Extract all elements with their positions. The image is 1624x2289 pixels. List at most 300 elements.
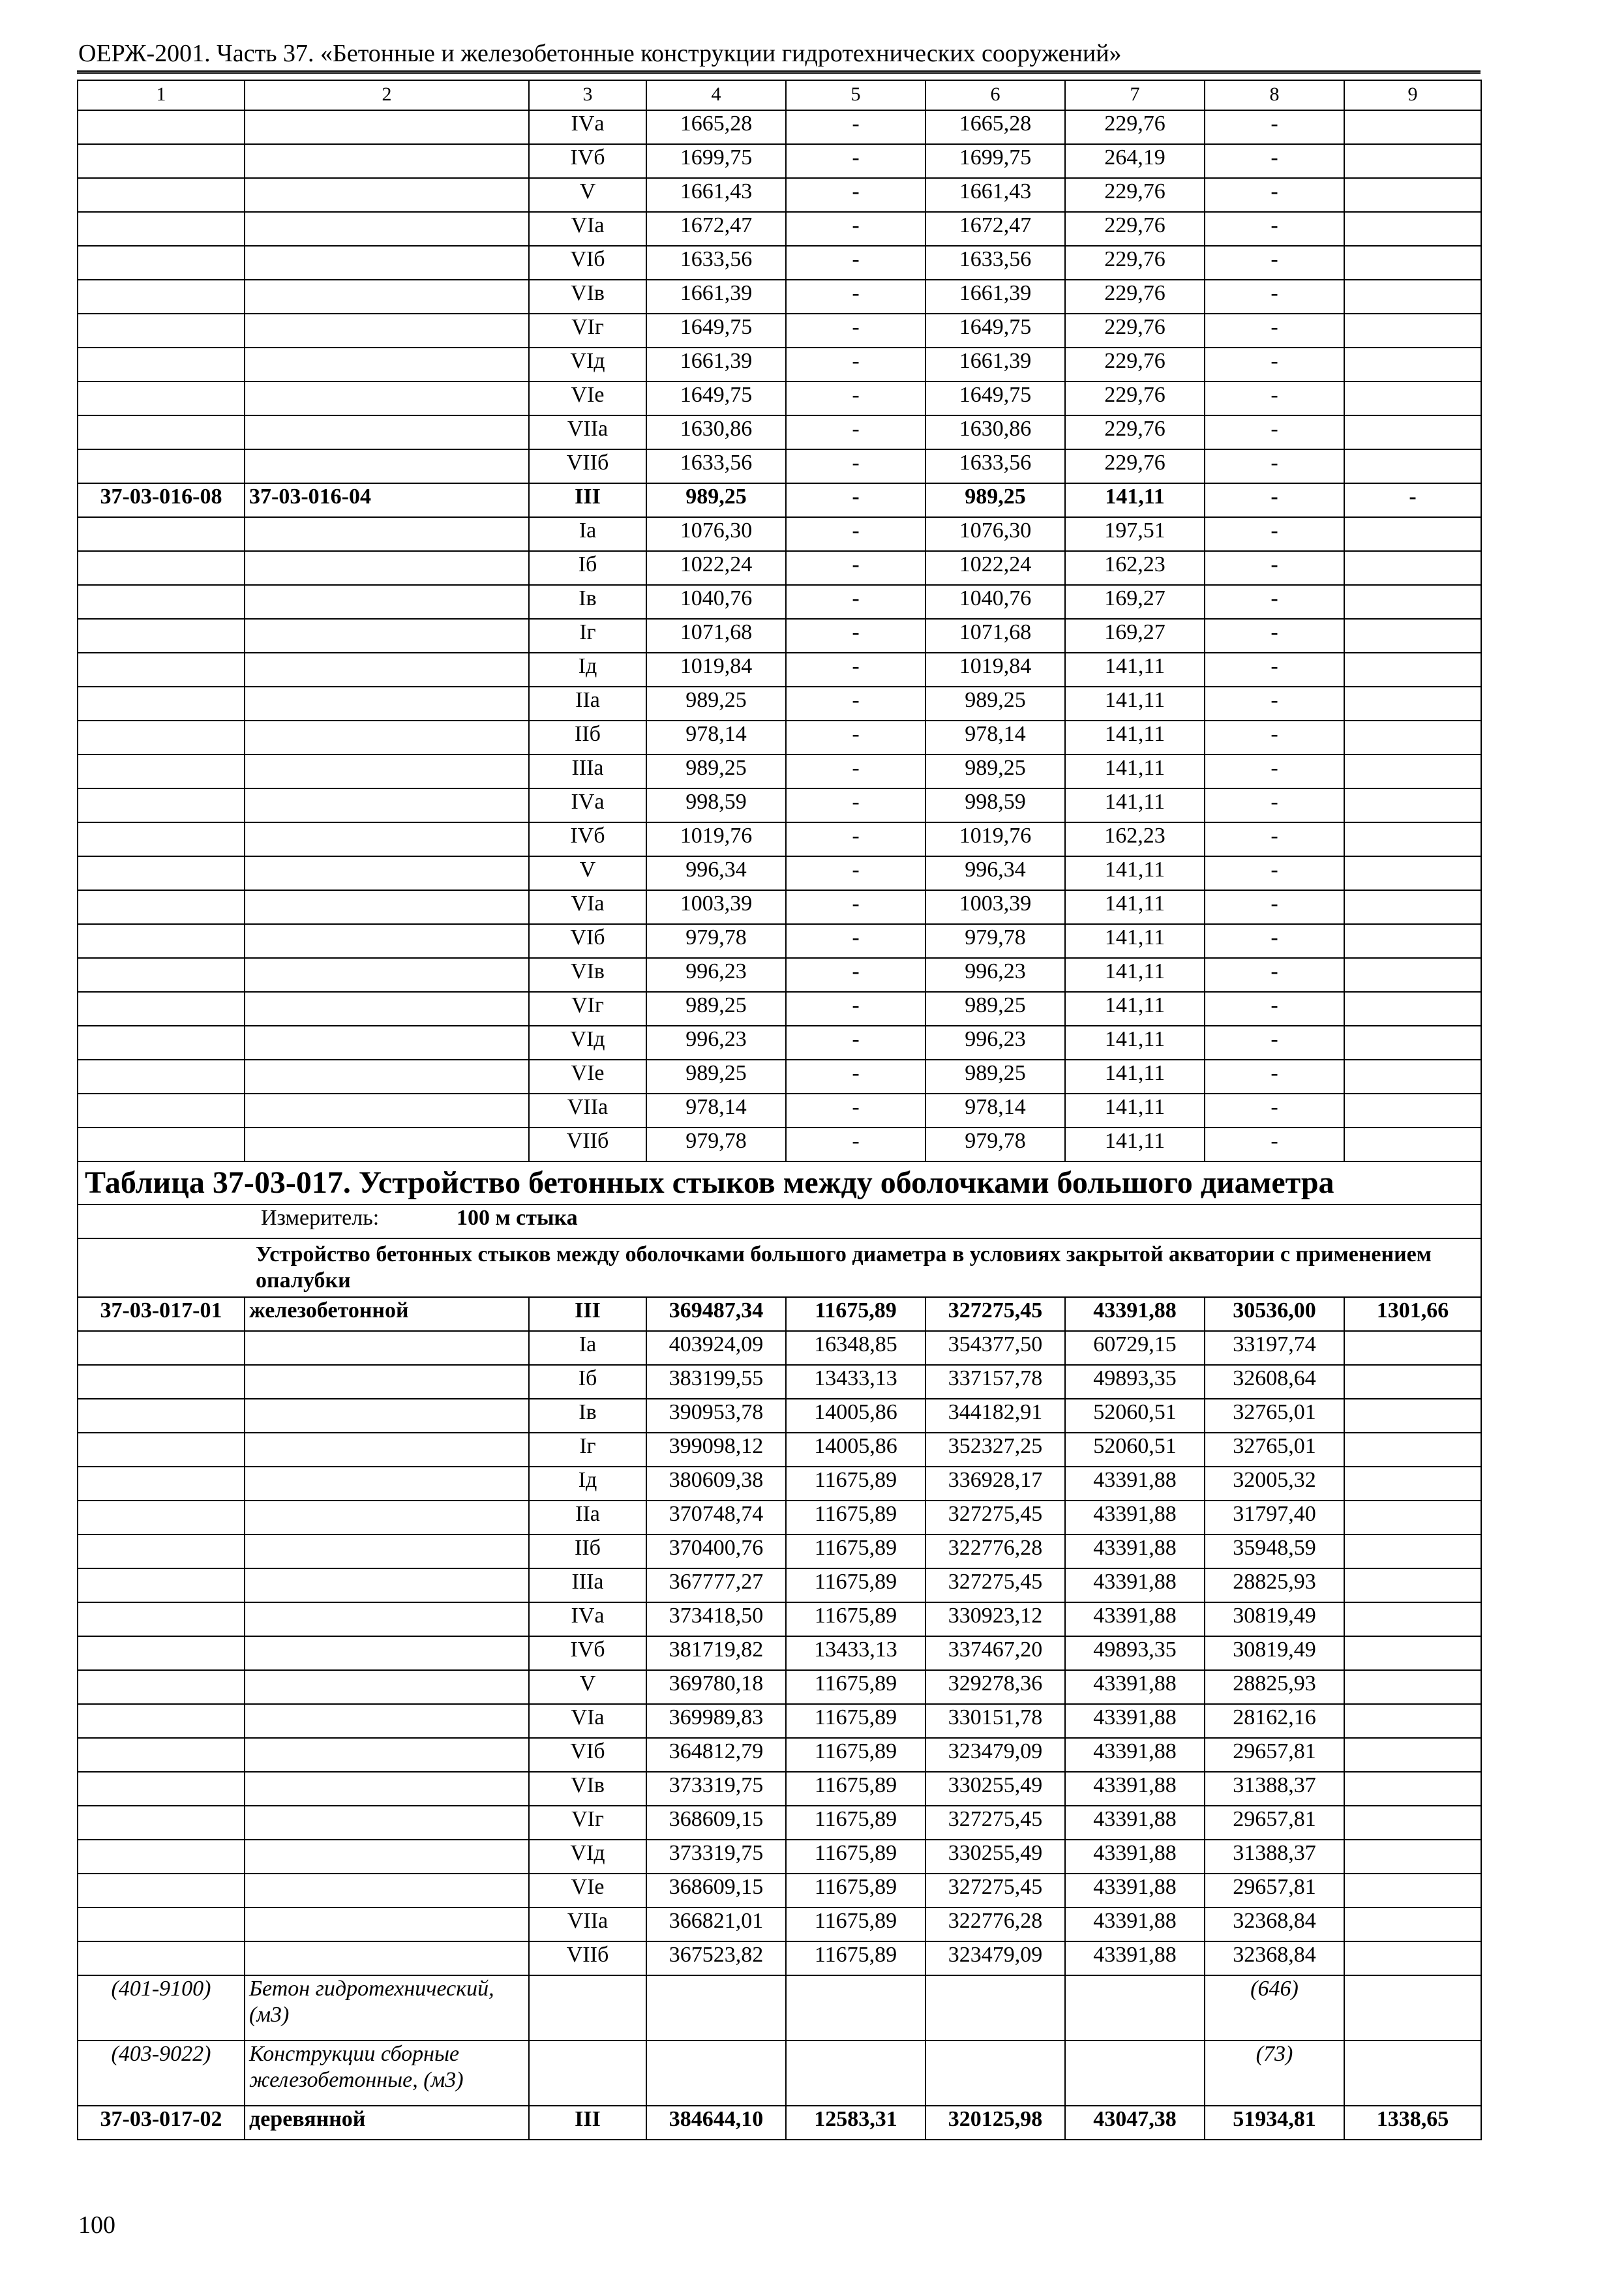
value-cell: 43391,88 xyxy=(1065,1568,1205,1602)
value-cell: 29657,81 xyxy=(1205,1738,1344,1772)
value-cell: 320125,98 xyxy=(925,2106,1065,2140)
value-cell: IIа xyxy=(529,687,646,721)
table-row xyxy=(78,314,1481,348)
value-cell: 979,78 xyxy=(925,1128,1065,1161)
table-row xyxy=(78,924,1481,958)
value-cell: 996,34 xyxy=(646,856,786,890)
value-cell: - xyxy=(786,246,925,280)
value-cell xyxy=(1344,1501,1481,1534)
value-cell: IVб xyxy=(529,144,646,178)
code-cell xyxy=(78,1399,245,1433)
value-cell: - xyxy=(786,348,925,382)
material-code: (401-9100) xyxy=(78,1975,245,2041)
value-cell: - xyxy=(1205,110,1344,144)
value-cell: 229,76 xyxy=(1065,382,1205,415)
table-row xyxy=(78,619,1481,653)
value-cell: - xyxy=(786,280,925,314)
table-row xyxy=(78,382,1481,415)
value-cell: - xyxy=(1205,144,1344,178)
value-cell: 13433,13 xyxy=(786,1636,925,1670)
value-cell: 337157,78 xyxy=(925,1365,1065,1399)
value-cell: 989,25 xyxy=(646,755,786,788)
value-cell: 978,14 xyxy=(925,721,1065,755)
value-cell xyxy=(1344,314,1481,348)
code-cell xyxy=(78,144,245,178)
value-cell: 1672,47 xyxy=(925,212,1065,246)
value-cell: 989,25 xyxy=(646,1060,786,1094)
value-cell: VIг xyxy=(529,314,646,348)
value-cell: - xyxy=(786,110,925,144)
value-cell: 369487,34 xyxy=(646,1297,786,1331)
value-cell: - xyxy=(1205,1060,1344,1094)
value-cell: 989,25 xyxy=(646,483,786,517)
table-row xyxy=(78,449,1481,483)
value-cell: 1661,39 xyxy=(646,280,786,314)
value-cell: 16348,85 xyxy=(786,1331,925,1365)
value-cell: VIIб xyxy=(529,449,646,483)
value-cell: 998,59 xyxy=(925,788,1065,822)
code-cell xyxy=(78,721,245,755)
value-cell: 11675,89 xyxy=(786,1908,925,1941)
value-cell: 336928,17 xyxy=(925,1467,1065,1501)
value-cell: 1633,56 xyxy=(646,449,786,483)
value-cell: VIд xyxy=(529,1026,646,1060)
value-cell: 43391,88 xyxy=(1065,1738,1205,1772)
value-cell: 368609,15 xyxy=(646,1806,786,1840)
value-cell: 996,23 xyxy=(646,958,786,992)
name-cell: железобетонной xyxy=(245,1297,529,1331)
code-cell xyxy=(78,517,245,551)
value-cell: - xyxy=(1205,382,1344,415)
value-cell: 1003,39 xyxy=(925,890,1065,924)
value-cell xyxy=(1344,178,1481,212)
code-cell xyxy=(78,958,245,992)
section-cell xyxy=(78,1238,1481,1297)
value-cell: VIг xyxy=(529,1806,646,1840)
value-cell: - xyxy=(1205,721,1344,755)
value-cell xyxy=(1344,653,1481,687)
code-cell xyxy=(78,551,245,585)
value-cell: 43391,88 xyxy=(1065,1670,1205,1704)
value-cell: VIв xyxy=(529,1772,646,1806)
material-name: Бетон гидротехнический, (м3) xyxy=(245,1975,529,2041)
name-cell xyxy=(245,110,529,144)
column-number-row xyxy=(78,80,1481,110)
table-row xyxy=(78,348,1481,382)
value-cell: 162,23 xyxy=(1065,822,1205,856)
material-name: Конструкции сборные железобетонные, (м3) xyxy=(245,2041,529,2106)
value-cell: 366821,01 xyxy=(646,1908,786,1941)
table-row xyxy=(78,890,1481,924)
value-cell: 43391,88 xyxy=(1065,1467,1205,1501)
value-cell: 390953,78 xyxy=(646,1399,786,1433)
value-cell: 996,23 xyxy=(925,1026,1065,1060)
value-cell: 11675,89 xyxy=(786,1704,925,1738)
value-cell: 141,11 xyxy=(1065,1060,1205,1094)
value-cell: - xyxy=(786,517,925,551)
value-cell: 399098,12 xyxy=(646,1433,786,1467)
value-cell: 1699,75 xyxy=(646,144,786,178)
value-cell: - xyxy=(1205,856,1344,890)
value-cell: 141,11 xyxy=(1065,1094,1205,1128)
value-cell: - xyxy=(786,551,925,585)
value-cell: 323479,09 xyxy=(925,1738,1065,1772)
value-cell xyxy=(1344,1840,1481,1874)
value-cell: - xyxy=(1205,246,1344,280)
value-cell: - xyxy=(1205,1094,1344,1128)
name-cell xyxy=(245,585,529,619)
value-cell: 1661,39 xyxy=(925,280,1065,314)
value-cell: 327275,45 xyxy=(925,1874,1065,1908)
value-cell: Iа xyxy=(529,517,646,551)
column-number: 7 xyxy=(1065,80,1205,110)
value-cell xyxy=(1344,1738,1481,1772)
table-row xyxy=(78,856,1481,890)
code-cell xyxy=(78,822,245,856)
value-cell: - xyxy=(1205,890,1344,924)
name-cell: деревянной xyxy=(245,2106,529,2140)
value-cell: - xyxy=(1205,653,1344,687)
value-cell: 1076,30 xyxy=(646,517,786,551)
code-cell xyxy=(78,1670,245,1704)
value-cell: 996,23 xyxy=(925,958,1065,992)
code-cell xyxy=(78,1467,245,1501)
name-cell xyxy=(245,1467,529,1501)
value-cell: 370400,76 xyxy=(646,1534,786,1568)
name-cell xyxy=(245,1128,529,1161)
code-cell xyxy=(78,687,245,721)
value-cell: IVа xyxy=(529,1602,646,1636)
value-cell: 370748,74 xyxy=(646,1501,786,1534)
value-cell: VIд xyxy=(529,348,646,382)
value-cell: 29657,81 xyxy=(1205,1874,1344,1908)
value-cell: 1071,68 xyxy=(646,619,786,653)
value-cell xyxy=(1344,348,1481,382)
value-cell: 403924,09 xyxy=(646,1331,786,1365)
value-cell: 978,14 xyxy=(646,1094,786,1128)
value-cell: 141,11 xyxy=(1065,755,1205,788)
code-cell xyxy=(78,1602,245,1636)
value-cell: - xyxy=(786,314,925,348)
name-cell xyxy=(245,415,529,449)
code-cell xyxy=(78,856,245,890)
value-cell: 13433,13 xyxy=(786,1365,925,1399)
value-cell: 229,76 xyxy=(1065,178,1205,212)
table-title-row xyxy=(78,1161,1481,1204)
value-cell: 337467,20 xyxy=(925,1636,1065,1670)
value-cell xyxy=(1344,1060,1481,1094)
value-cell xyxy=(1344,517,1481,551)
value-cell: 43391,88 xyxy=(1065,1602,1205,1636)
value-cell: 1630,86 xyxy=(925,415,1065,449)
value-cell: 31797,40 xyxy=(1205,1501,1344,1534)
value-cell: 43047,38 xyxy=(1065,2106,1205,2140)
name-cell xyxy=(245,822,529,856)
table-row xyxy=(78,1772,1481,1806)
value-cell xyxy=(1344,1094,1481,1128)
value-cell xyxy=(1344,1433,1481,1467)
table-title: Таблица 37-03-017. Устройство бетонных стыков между оболочками большого диаметра xyxy=(78,1161,1481,1204)
value-cell: 369989,83 xyxy=(646,1704,786,1738)
value-cell: 141,11 xyxy=(1065,890,1205,924)
value-cell xyxy=(1344,212,1481,246)
code-cell xyxy=(78,585,245,619)
section-title: Устройство бетонных стыков между оболочками большого диаметра в условиях закрытой акватории с применением опалубки xyxy=(256,1242,1432,1293)
value-cell: - xyxy=(786,1128,925,1161)
value-cell: Iд xyxy=(529,653,646,687)
value-cell: 1019,76 xyxy=(925,822,1065,856)
table-row xyxy=(78,415,1481,449)
value-cell xyxy=(1344,1602,1481,1636)
value-cell: VIе xyxy=(529,382,646,415)
value-cell: 1003,39 xyxy=(646,890,786,924)
value-cell: 989,25 xyxy=(925,687,1065,721)
table-row xyxy=(78,788,1481,822)
value-cell xyxy=(646,2041,786,2106)
table-row xyxy=(78,1297,1481,1331)
name-cell xyxy=(245,856,529,890)
value-cell: 384644,10 xyxy=(646,2106,786,2140)
value-cell: 52060,51 xyxy=(1065,1399,1205,1433)
name-cell xyxy=(245,687,529,721)
value-cell: Iв xyxy=(529,1399,646,1433)
value-cell: 1019,84 xyxy=(646,653,786,687)
code-cell xyxy=(78,1365,245,1399)
table-row xyxy=(78,1094,1481,1128)
value-cell: 979,78 xyxy=(646,1128,786,1161)
name-cell: 37-03-016-04 xyxy=(245,483,529,517)
table-row xyxy=(78,1060,1481,1094)
value-cell: 11675,89 xyxy=(786,1467,925,1501)
code-cell xyxy=(78,1704,245,1738)
value-cell: 11675,89 xyxy=(786,1297,925,1331)
value-cell: 327275,45 xyxy=(925,1806,1065,1840)
value-cell: 141,11 xyxy=(1065,721,1205,755)
value-cell: 49893,35 xyxy=(1065,1636,1205,1670)
value-cell: 229,76 xyxy=(1065,314,1205,348)
value-cell: - xyxy=(1205,314,1344,348)
value-cell: 367777,27 xyxy=(646,1568,786,1602)
column-number: 9 xyxy=(1344,80,1481,110)
code-cell xyxy=(78,1636,245,1670)
value-cell: 11675,89 xyxy=(786,1534,925,1568)
column-number: 5 xyxy=(786,80,925,110)
value-cell: 368609,15 xyxy=(646,1874,786,1908)
value-cell: 1022,24 xyxy=(646,551,786,585)
measure-row xyxy=(78,1204,1481,1238)
value-cell: 32608,64 xyxy=(1205,1365,1344,1399)
header-rule xyxy=(77,70,1481,74)
name-cell xyxy=(245,517,529,551)
value-cell: - xyxy=(1205,449,1344,483)
value-cell: 33197,74 xyxy=(1205,1331,1344,1365)
value-cell: 162,23 xyxy=(1065,551,1205,585)
value-cell: - xyxy=(786,992,925,1026)
value-cell xyxy=(1344,958,1481,992)
code-cell xyxy=(78,1501,245,1534)
value-cell: 31388,37 xyxy=(1205,1772,1344,1806)
column-number: 8 xyxy=(1205,80,1344,110)
name-cell xyxy=(245,1534,529,1568)
value-cell xyxy=(1344,551,1481,585)
name-cell xyxy=(245,958,529,992)
name-cell xyxy=(245,1331,529,1365)
value-cell: - xyxy=(1205,788,1344,822)
value-cell: IVа xyxy=(529,110,646,144)
code-cell xyxy=(78,178,245,212)
value-cell: VIб xyxy=(529,1738,646,1772)
code-cell xyxy=(78,1806,245,1840)
value-cell: 344182,91 xyxy=(925,1399,1065,1433)
value-cell: 330923,12 xyxy=(925,1602,1065,1636)
name-cell xyxy=(245,1568,529,1602)
value-cell: 1661,39 xyxy=(646,348,786,382)
name-cell xyxy=(245,178,529,212)
value-cell: 989,25 xyxy=(925,755,1065,788)
value-cell: 35948,59 xyxy=(1205,1534,1344,1568)
value-cell: 229,76 xyxy=(1065,212,1205,246)
value-cell: 12583,31 xyxy=(786,2106,925,2140)
value-cell: - xyxy=(1205,1026,1344,1060)
value-cell: 373319,75 xyxy=(646,1840,786,1874)
value-cell: 1649,75 xyxy=(925,314,1065,348)
name-cell xyxy=(245,280,529,314)
value-cell xyxy=(1344,585,1481,619)
name-cell xyxy=(245,1433,529,1467)
value-cell: 1649,75 xyxy=(646,382,786,415)
table-row xyxy=(78,958,1481,992)
value-cell: 989,25 xyxy=(925,1060,1065,1094)
table-row xyxy=(78,1399,1481,1433)
material-row xyxy=(78,2041,1481,2106)
value-cell xyxy=(1344,415,1481,449)
value-cell: 369780,18 xyxy=(646,1670,786,1704)
name-cell xyxy=(245,348,529,382)
value-cell xyxy=(1344,1806,1481,1840)
table-row xyxy=(78,1602,1481,1636)
table-row xyxy=(78,2106,1481,2140)
value-cell: Iб xyxy=(529,551,646,585)
value-cell xyxy=(1065,1975,1205,2041)
value-cell: 329278,36 xyxy=(925,1670,1065,1704)
value-cell: Iг xyxy=(529,1433,646,1467)
value-cell: 327275,45 xyxy=(925,1297,1065,1331)
value-cell: 169,27 xyxy=(1065,619,1205,653)
value-cell: 1633,56 xyxy=(925,246,1065,280)
value-cell: 43391,88 xyxy=(1065,1941,1205,1975)
value-cell: 1019,84 xyxy=(925,653,1065,687)
value-cell: 28825,93 xyxy=(1205,1568,1344,1602)
value-cell: - xyxy=(786,653,925,687)
value-cell xyxy=(1344,856,1481,890)
table-row xyxy=(78,1806,1481,1840)
name-cell xyxy=(245,1501,529,1534)
name-cell xyxy=(245,755,529,788)
value-cell: VIе xyxy=(529,1060,646,1094)
name-cell xyxy=(245,1908,529,1941)
value-cell: - xyxy=(786,856,925,890)
value-cell: 229,76 xyxy=(1065,415,1205,449)
value-cell: - xyxy=(1205,619,1344,653)
value-cell: 380609,38 xyxy=(646,1467,786,1501)
value-cell: 14005,86 xyxy=(786,1399,925,1433)
value-cell: 978,14 xyxy=(646,721,786,755)
table-row xyxy=(78,755,1481,788)
table-row xyxy=(78,246,1481,280)
value-cell: 354377,50 xyxy=(925,1331,1065,1365)
value-cell: 1665,28 xyxy=(646,110,786,144)
value-cell: IIа xyxy=(529,1501,646,1534)
value-cell xyxy=(1344,1331,1481,1365)
value-cell: IIIа xyxy=(529,755,646,788)
section-row xyxy=(78,1238,1481,1297)
value-cell: 43391,88 xyxy=(1065,1534,1205,1568)
price-table xyxy=(77,80,1482,2140)
value-cell xyxy=(1344,1568,1481,1602)
name-cell xyxy=(245,1602,529,1636)
value-cell: 364812,79 xyxy=(646,1738,786,1772)
value-cell: 1633,56 xyxy=(925,449,1065,483)
value-cell: Iг xyxy=(529,619,646,653)
name-cell xyxy=(245,721,529,755)
value-cell: - xyxy=(1344,483,1481,517)
material-qty: (646) xyxy=(1205,1975,1344,2041)
value-cell: IIб xyxy=(529,1534,646,1568)
value-cell xyxy=(1344,1941,1481,1975)
table-row xyxy=(78,1501,1481,1534)
value-cell: 51934,81 xyxy=(1205,2106,1344,2140)
column-number: 6 xyxy=(925,80,1065,110)
value-cell: - xyxy=(1205,958,1344,992)
value-cell: 322776,28 xyxy=(925,1534,1065,1568)
name-cell xyxy=(245,551,529,585)
value-cell: 49893,35 xyxy=(1065,1365,1205,1399)
table-row xyxy=(78,1908,1481,1941)
code-cell xyxy=(78,1433,245,1467)
value-cell: 141,11 xyxy=(1065,653,1205,687)
name-cell xyxy=(245,1026,529,1060)
value-cell: 229,76 xyxy=(1065,246,1205,280)
value-cell: - xyxy=(1205,212,1344,246)
material-row xyxy=(78,1975,1481,2041)
value-cell: - xyxy=(1205,348,1344,382)
value-cell: V xyxy=(529,856,646,890)
name-cell xyxy=(245,1806,529,1840)
name-cell xyxy=(245,1738,529,1772)
value-cell: Iв xyxy=(529,585,646,619)
value-cell: IIб xyxy=(529,721,646,755)
value-cell: - xyxy=(786,822,925,856)
value-cell: 979,78 xyxy=(646,924,786,958)
value-cell: 330151,78 xyxy=(925,1704,1065,1738)
value-cell xyxy=(1344,2041,1481,2106)
value-cell: 11675,89 xyxy=(786,1670,925,1704)
value-cell: 52060,51 xyxy=(1065,1433,1205,1467)
value-cell: - xyxy=(786,1094,925,1128)
value-cell: VIIа xyxy=(529,1094,646,1128)
value-cell: 1630,86 xyxy=(646,415,786,449)
code-cell xyxy=(78,1568,245,1602)
value-cell: 11675,89 xyxy=(786,1941,925,1975)
value-cell: 43391,88 xyxy=(1065,1908,1205,1941)
value-cell: 169,27 xyxy=(1065,585,1205,619)
table-row xyxy=(78,483,1481,517)
value-cell: 1301,66 xyxy=(1344,1297,1481,1331)
value-cell: - xyxy=(1205,1128,1344,1161)
value-cell: 322776,28 xyxy=(925,1908,1065,1941)
value-cell xyxy=(1344,1128,1481,1161)
table-body xyxy=(78,80,1481,2140)
